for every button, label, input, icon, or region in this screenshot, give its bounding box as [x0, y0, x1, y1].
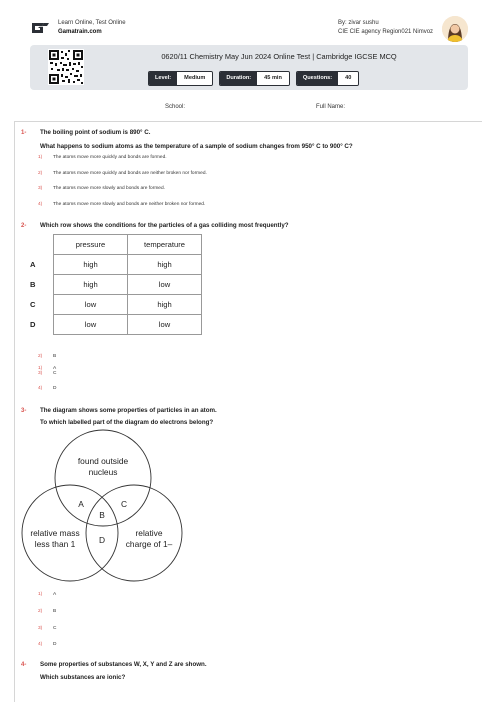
fullname-label: Full Name: — [316, 104, 346, 110]
question-text: Some properties of substances W, X, Y and Z are shown. — [40, 661, 207, 668]
level-pill — [148, 71, 213, 86]
option-number: 3) — [38, 186, 43, 191]
option-text[interactable]: The atoms move more quickly and bonds are formed. — [53, 155, 167, 160]
venn-region-a: A — [78, 499, 84, 509]
option-text[interactable]: A — [53, 592, 57, 597]
venn-label-top: found outside — [77, 456, 129, 466]
venn-label-right: relative — [135, 528, 163, 538]
test-banner — [30, 45, 468, 90]
option-number: 4) — [38, 642, 43, 647]
divider — [14, 121, 482, 122]
venn-label-left: relative mass — [30, 528, 80, 538]
site-link[interactable]: Gamatrain.com — [58, 29, 102, 35]
venn-region-b: B — [99, 510, 105, 520]
venn-region-c: C — [120, 499, 128, 509]
row-label: D — [24, 315, 54, 335]
option-text[interactable]: D — [53, 642, 57, 647]
question-number: 4- — [21, 662, 27, 668]
option-number: 1) — [38, 155, 43, 160]
duration-value: 45 min — [257, 72, 289, 85]
gamatrain-logo-icon — [30, 20, 50, 36]
column-header: temperature — [128, 235, 202, 255]
venn-label-right: charge of 1– — [125, 539, 173, 549]
option-number: 2) — [38, 354, 43, 359]
table-cell: low — [128, 315, 202, 335]
author: By: zivar sushu — [338, 20, 379, 26]
table-cell: low — [54, 315, 128, 335]
table-header-row — [24, 235, 202, 255]
table-cell: low — [54, 295, 128, 315]
option-number: 1) — [38, 592, 43, 597]
column-header: pressure — [54, 235, 128, 255]
option-number: 2) — [38, 171, 43, 176]
option-text[interactable]: B — [53, 354, 57, 359]
conditions-table — [24, 234, 202, 335]
option-text[interactable]: The atoms move more slowly and bonds are formed. — [53, 186, 165, 191]
row-label: C — [24, 295, 54, 315]
option-text[interactable]: C — [53, 371, 57, 376]
option-number: 1) — [38, 366, 43, 371]
question-number: 2- — [21, 223, 27, 229]
table-cell: low — [128, 275, 202, 295]
question-number: 3- — [21, 408, 27, 414]
venn-region-d: D — [98, 535, 106, 545]
option-number: 2) — [38, 609, 43, 614]
avatar-image-icon — [442, 16, 468, 42]
level-value: Medium — [177, 72, 212, 85]
question-text: Which substances are ionic? — [40, 674, 126, 681]
option-text[interactable]: The atoms move more quickly and bonds are neither broken nor formed. — [53, 171, 207, 176]
option-text[interactable]: D — [53, 386, 57, 391]
option-number: 4) — [38, 202, 43, 207]
tagline: Learn Online, Test Online — [58, 20, 126, 26]
option-text[interactable]: C — [53, 626, 57, 631]
question-number: 1- — [21, 130, 27, 136]
question-text: The boiling point of sodium is 890° C. — [40, 129, 151, 136]
option-number: 4) — [38, 386, 43, 391]
question-text: Which row shows the conditions for the particles of a gas colliding most frequently? — [40, 222, 289, 229]
margin-line — [14, 122, 15, 702]
option-number: 3) — [38, 371, 43, 376]
category: CIE CIE agency Region021 Nimvoz — [338, 29, 434, 35]
questions-value: 40 — [338, 72, 358, 85]
row-label: B — [24, 275, 54, 295]
row-label: A — [24, 255, 54, 275]
questions-pill — [296, 71, 359, 86]
option-text[interactable]: The atoms move more slowly and bonds are neither broken nor formed. — [53, 202, 206, 207]
venn-diagram — [18, 426, 193, 584]
test-title: 0620/11 Chemistry May Jun 2024 Online Test | Cambridge IGCSE MCQ — [161, 52, 397, 61]
option-text[interactable]: B — [53, 609, 57, 614]
venn-label-top: nucleus — [88, 467, 118, 477]
questions-key: Questions: — [297, 72, 338, 85]
table-cell: high — [54, 255, 128, 275]
duration-pill — [219, 71, 290, 86]
option-text[interactable]: A — [53, 366, 57, 371]
table-row — [24, 275, 202, 295]
level-key: Level: — [149, 72, 177, 85]
table-row — [24, 295, 202, 315]
duration-key: Duration: — [220, 72, 257, 85]
school-label: School: — [165, 104, 186, 110]
qr-code-icon — [48, 49, 84, 85]
table-cell: high — [128, 295, 202, 315]
table-cell: high — [54, 275, 128, 295]
option-number: 3) — [38, 626, 43, 631]
table-cell: high — [128, 255, 202, 275]
venn-label-left: less than 1 — [34, 539, 76, 549]
table-row — [24, 315, 202, 335]
table-row — [24, 255, 202, 275]
question-text: To which labelled part of the diagram do electrons belong? — [40, 419, 214, 426]
venn-circle-right — [86, 485, 182, 581]
brand-block — [30, 19, 126, 37]
author-avatar — [442, 16, 468, 42]
question-text: The diagram shows some properties of particles in an atom. — [40, 407, 217, 414]
question-text: What happens to sodium atoms as the temperature of a sample of sodium changes from 950° C to 900° C? — [40, 143, 353, 150]
